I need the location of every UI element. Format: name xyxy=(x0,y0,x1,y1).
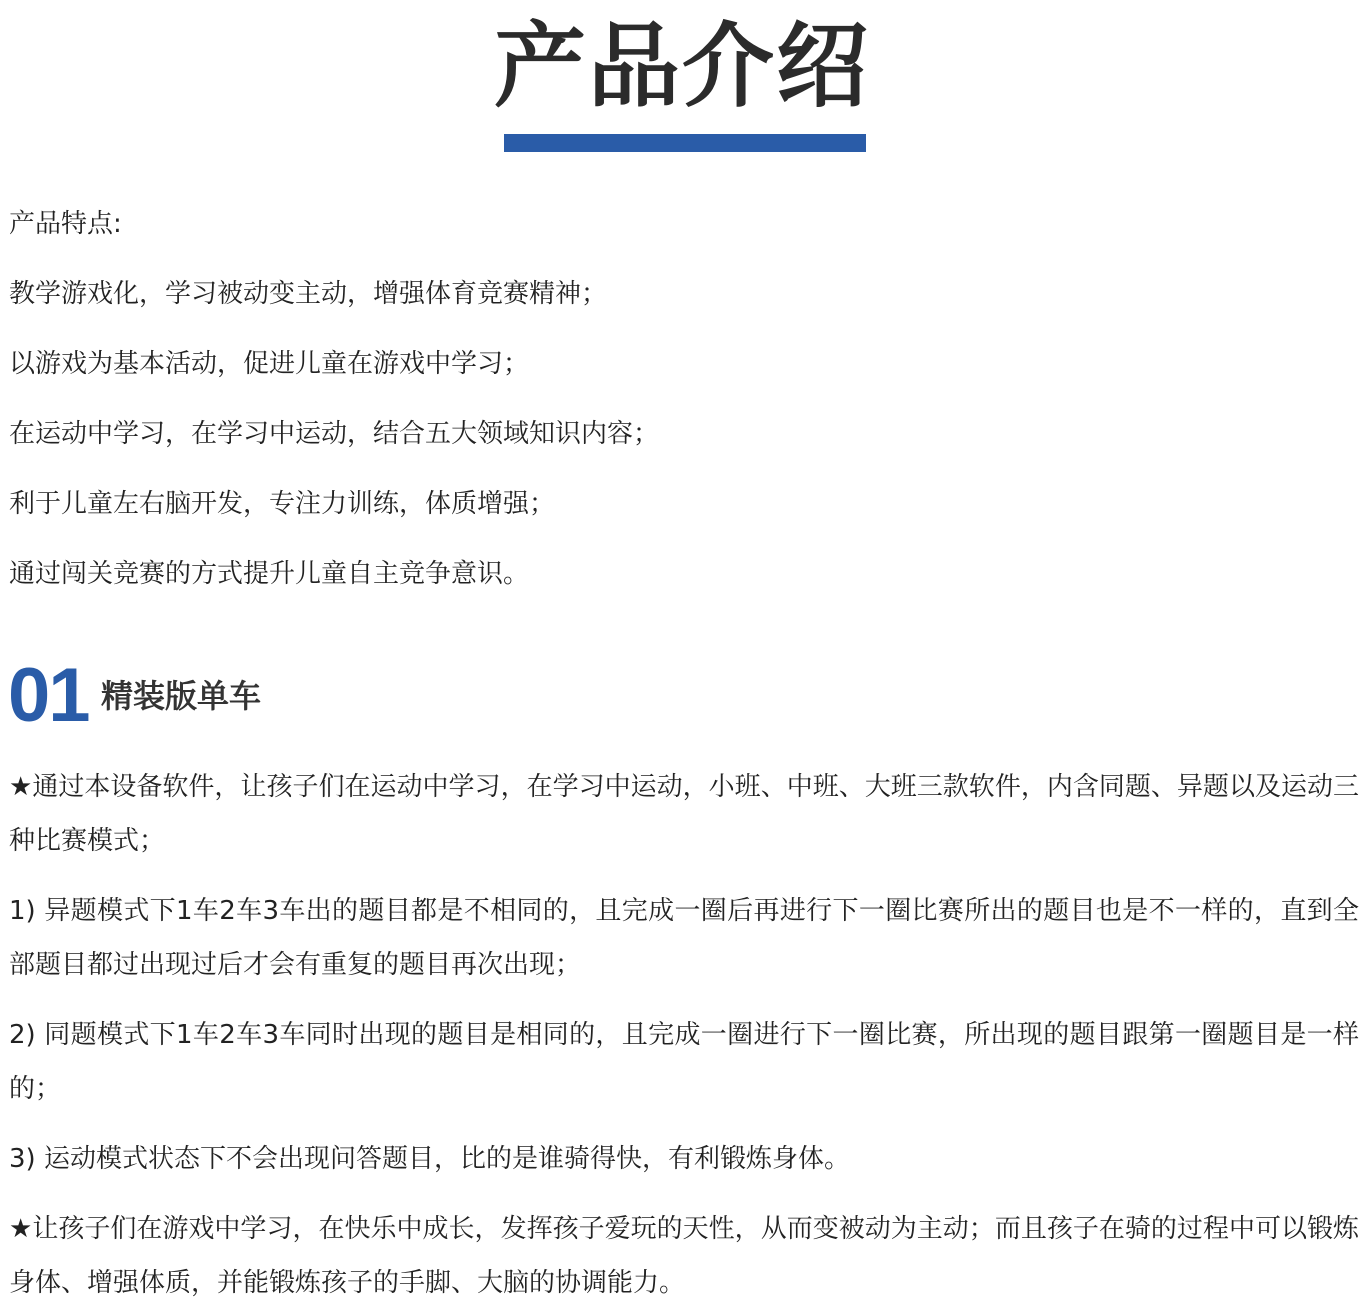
page-title: 产品介绍 xyxy=(493,13,870,120)
title-underline-bar xyxy=(504,134,866,152)
feature-item: 以游戏为基本活动，促进儿童在游戏中学习； xyxy=(9,349,530,379)
section-title: 精装版单车 xyxy=(101,677,262,715)
section-paragraph: ★通过本设备软件，让孩子们在运动中学习，在学习中运动，小班、中班、大班三款软件，内含同题、异题以及运动三种比赛模式； xyxy=(9,772,1359,856)
section-number: 01 xyxy=(8,653,89,738)
title-container xyxy=(0,12,1364,122)
features-heading: 产品特点: xyxy=(9,209,122,239)
section-paragraph: ★让孩子们在游戏中学习，在快乐中成长，发挥孩子爱玩的天性，从而变被动为主动；而且孩子在骑的过程中可以锻炼身体、增强体质，并能锻炼孩子的手脚、大脑的协调能力。 xyxy=(9,1214,1359,1298)
section-paragraph: 1) 异题模式下1车2车3车出的题目都是不相同的，且完成一圈后再进行下一圈比赛所出的题目也是不一样的，直到全部题目都过出现过后才会有重复的题目再次出现； xyxy=(9,896,1359,980)
section-paragraph: 3) 运动模式状态下不会出现问答题目，比的是谁骑得快，有利锻炼身体。 xyxy=(9,1144,850,1174)
section-paragraph: 2) 同题模式下1车2车3车同时出现的题目是相同的，且完成一圈进行下一圈比赛，所出现的题目跟第一圈题目是一样的； xyxy=(9,1020,1359,1104)
feature-item: 通过闯关竞赛的方式提升儿童自主竞争意识。 xyxy=(9,559,530,589)
feature-item: 在运动中学习，在学习中运动，结合五大领域知识内容； xyxy=(9,419,660,449)
feature-item: 教学游戏化，学习被动变主动，增强体育竞赛精神； xyxy=(9,279,608,309)
feature-item: 利于儿童左右脑开发，专注力训练，体质增强； xyxy=(9,489,556,519)
